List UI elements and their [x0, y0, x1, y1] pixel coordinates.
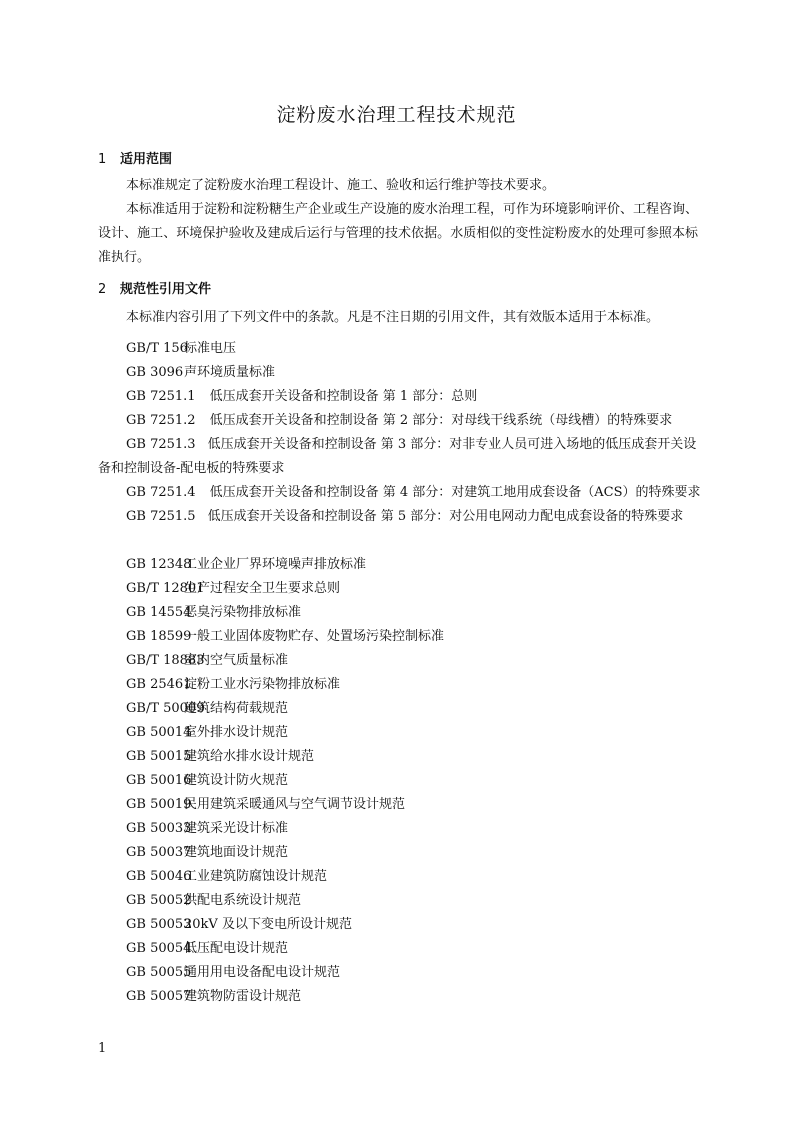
reference-code: GB 50015 [126, 749, 192, 764]
section-heading-1 [98, 148, 172, 167]
reference-code: GB 7251.3 [126, 437, 196, 452]
reference-item [98, 433, 698, 481]
reference-code: GB 50019 [126, 797, 192, 812]
reference-name: 室内空气质量标准 [184, 653, 289, 668]
reference-name: 低压成套开关设备和控制设备 第 3 部分：对非专业人员可进入场地的低压成套开关设备和控制设备-配电板的特殊要求 [98, 437, 697, 476]
reference-code: GB 50057 [126, 989, 192, 1004]
reference-code: GB 50055 [126, 965, 192, 980]
reference-code: GB 7251.2 [126, 413, 196, 428]
paragraph-text: 本标准适用于淀粉和淀粉糖生产企业或生产设施的废水治理工程，可作为环境影响评价、工程咨询、设计、施工、环境保护验收及建成后运行与管理的技术依据。水质相似的变性淀粉废水的处理可参照本标准执行。 [98, 202, 699, 265]
reference-item [98, 649, 698, 673]
reference-item [98, 361, 698, 385]
reference-name: 恶臭污染物排放标准 [184, 605, 302, 620]
reference-item [98, 961, 698, 985]
reference-name: 建筑采光设计标准 [184, 821, 289, 836]
reference-code: GB 50014 [126, 725, 192, 740]
reference-item [98, 985, 698, 1009]
reference-item [98, 841, 698, 865]
reference-name: 声环境质量标准 [184, 365, 276, 380]
reference-name: 低压成套开关设备和控制设备 第 2 部分：对母线干线系统（母线槽）的特殊要求 [209, 413, 673, 428]
reference-code: GB 50052 [126, 893, 192, 908]
reference-code: GB 50046 [126, 869, 192, 884]
section-title: 规范性引用文件 [120, 282, 212, 297]
reference-item [98, 745, 698, 769]
reference-name: 低压成套开关设备和控制设备 第 1 部分：总则 [209, 389, 478, 404]
section-number: 1 [98, 152, 107, 167]
reference-name: 供配电系统设计规范 [184, 893, 302, 908]
reference-item [98, 769, 698, 793]
reference-name: 标准电压 [184, 341, 237, 356]
reference-item [98, 601, 698, 625]
reference-name: 20kV 及以下变电所设计规范 [184, 917, 352, 932]
reference-name: 工业企业厂界环境噪声排放标准 [184, 557, 367, 572]
document-title: 淀粉废水治理工程技术规范 [276, 104, 517, 126]
reference-name: 生产过程安全卫生要求总则 [184, 581, 341, 596]
reference-item [98, 793, 698, 817]
paragraph-text: 本标准规定了淀粉废水治理工程设计、施工、验收和运行维护等技术要求。 [126, 178, 556, 193]
reference-name: 一般工业固体废物贮存、处置场污染控制标准 [184, 629, 445, 644]
reference-code: GB/T 18883 [126, 653, 205, 668]
reference-item [98, 577, 698, 601]
reference-code: GB 7251.1 [126, 389, 196, 404]
reference-code: GB 3096 [126, 365, 184, 380]
reference-code: GB 7251.4 [126, 485, 196, 500]
reference-item [98, 409, 698, 433]
section-title: 适用范围 [120, 152, 173, 167]
section-number: 2 [98, 282, 107, 297]
reference-item [98, 937, 698, 961]
reference-item [98, 385, 698, 409]
reference-code: GB 25461 [126, 677, 192, 692]
reference-item [98, 673, 698, 697]
reference-name: 建筑物防雷设计规范 [184, 989, 302, 1004]
reference-code: GB 12348 [126, 557, 192, 572]
reference-name: 建筑设计防火规范 [184, 773, 289, 788]
reference-name: 民用建筑采暖通风与空气调节设计规范 [184, 797, 406, 812]
reference-name: 建筑地面设计规范 [184, 845, 289, 860]
reference-code: GB/T 12801 [126, 581, 205, 596]
reference-list [98, 337, 701, 1009]
reference-code: GB 50054 [126, 941, 192, 956]
paragraph-text: 本标准内容引用了下列文件中的条款。凡是不注日期的引用文件，其有效版本适用于本标准。 [126, 310, 660, 325]
reference-code: GB 18599 [126, 629, 192, 644]
paragraph-references-intro [98, 306, 698, 330]
reference-name: 低压成套开关设备和控制设备 第 4 部分：对建筑工地用成套设备（ACS）的特殊要求 [209, 485, 701, 500]
reference-code: GB 7251.5 [126, 509, 196, 524]
reference-code: GB 14554 [126, 605, 192, 620]
reference-code: GB/T 50009 [126, 701, 205, 716]
reference-item [98, 625, 698, 649]
reference-name: 低压配电设计规范 [184, 941, 289, 956]
reference-item [98, 337, 698, 361]
reference-item [98, 865, 698, 889]
reference-code: GB 50037 [126, 845, 192, 860]
reference-name: 室外排水设计规范 [184, 725, 289, 740]
reference-item [98, 505, 698, 553]
reference-code: GB/T 156 [126, 341, 188, 356]
reference-code: GB 50033 [126, 821, 192, 836]
page-number: 1 [98, 1041, 107, 1056]
reference-item [98, 721, 698, 745]
reference-item [98, 697, 698, 721]
reference-item [98, 553, 698, 577]
reference-item [98, 481, 701, 505]
section-heading-2 [98, 278, 211, 297]
paragraph-scope-1 [98, 174, 698, 198]
reference-item [98, 913, 698, 937]
reference-code: GB 50053 [126, 917, 192, 932]
reference-code: GB 50016 [126, 773, 192, 788]
reference-item [98, 817, 698, 841]
reference-name: 建筑给水排水设计规范 [184, 749, 315, 764]
reference-name: 低压成套开关设备和控制设备 第 5 部分：对公用电网动力配电成套设备的特殊要求 [207, 509, 684, 524]
reference-name: 工业建筑防腐蚀设计规范 [184, 869, 328, 884]
reference-name: 淀粉工业水污染物排放标准 [184, 677, 341, 692]
reference-item [98, 889, 698, 913]
paragraph-scope-2 [98, 198, 698, 270]
reference-name: 通用用电设备配电设计规范 [184, 965, 341, 980]
reference-name: 建筑结构荷载规范 [184, 701, 289, 716]
